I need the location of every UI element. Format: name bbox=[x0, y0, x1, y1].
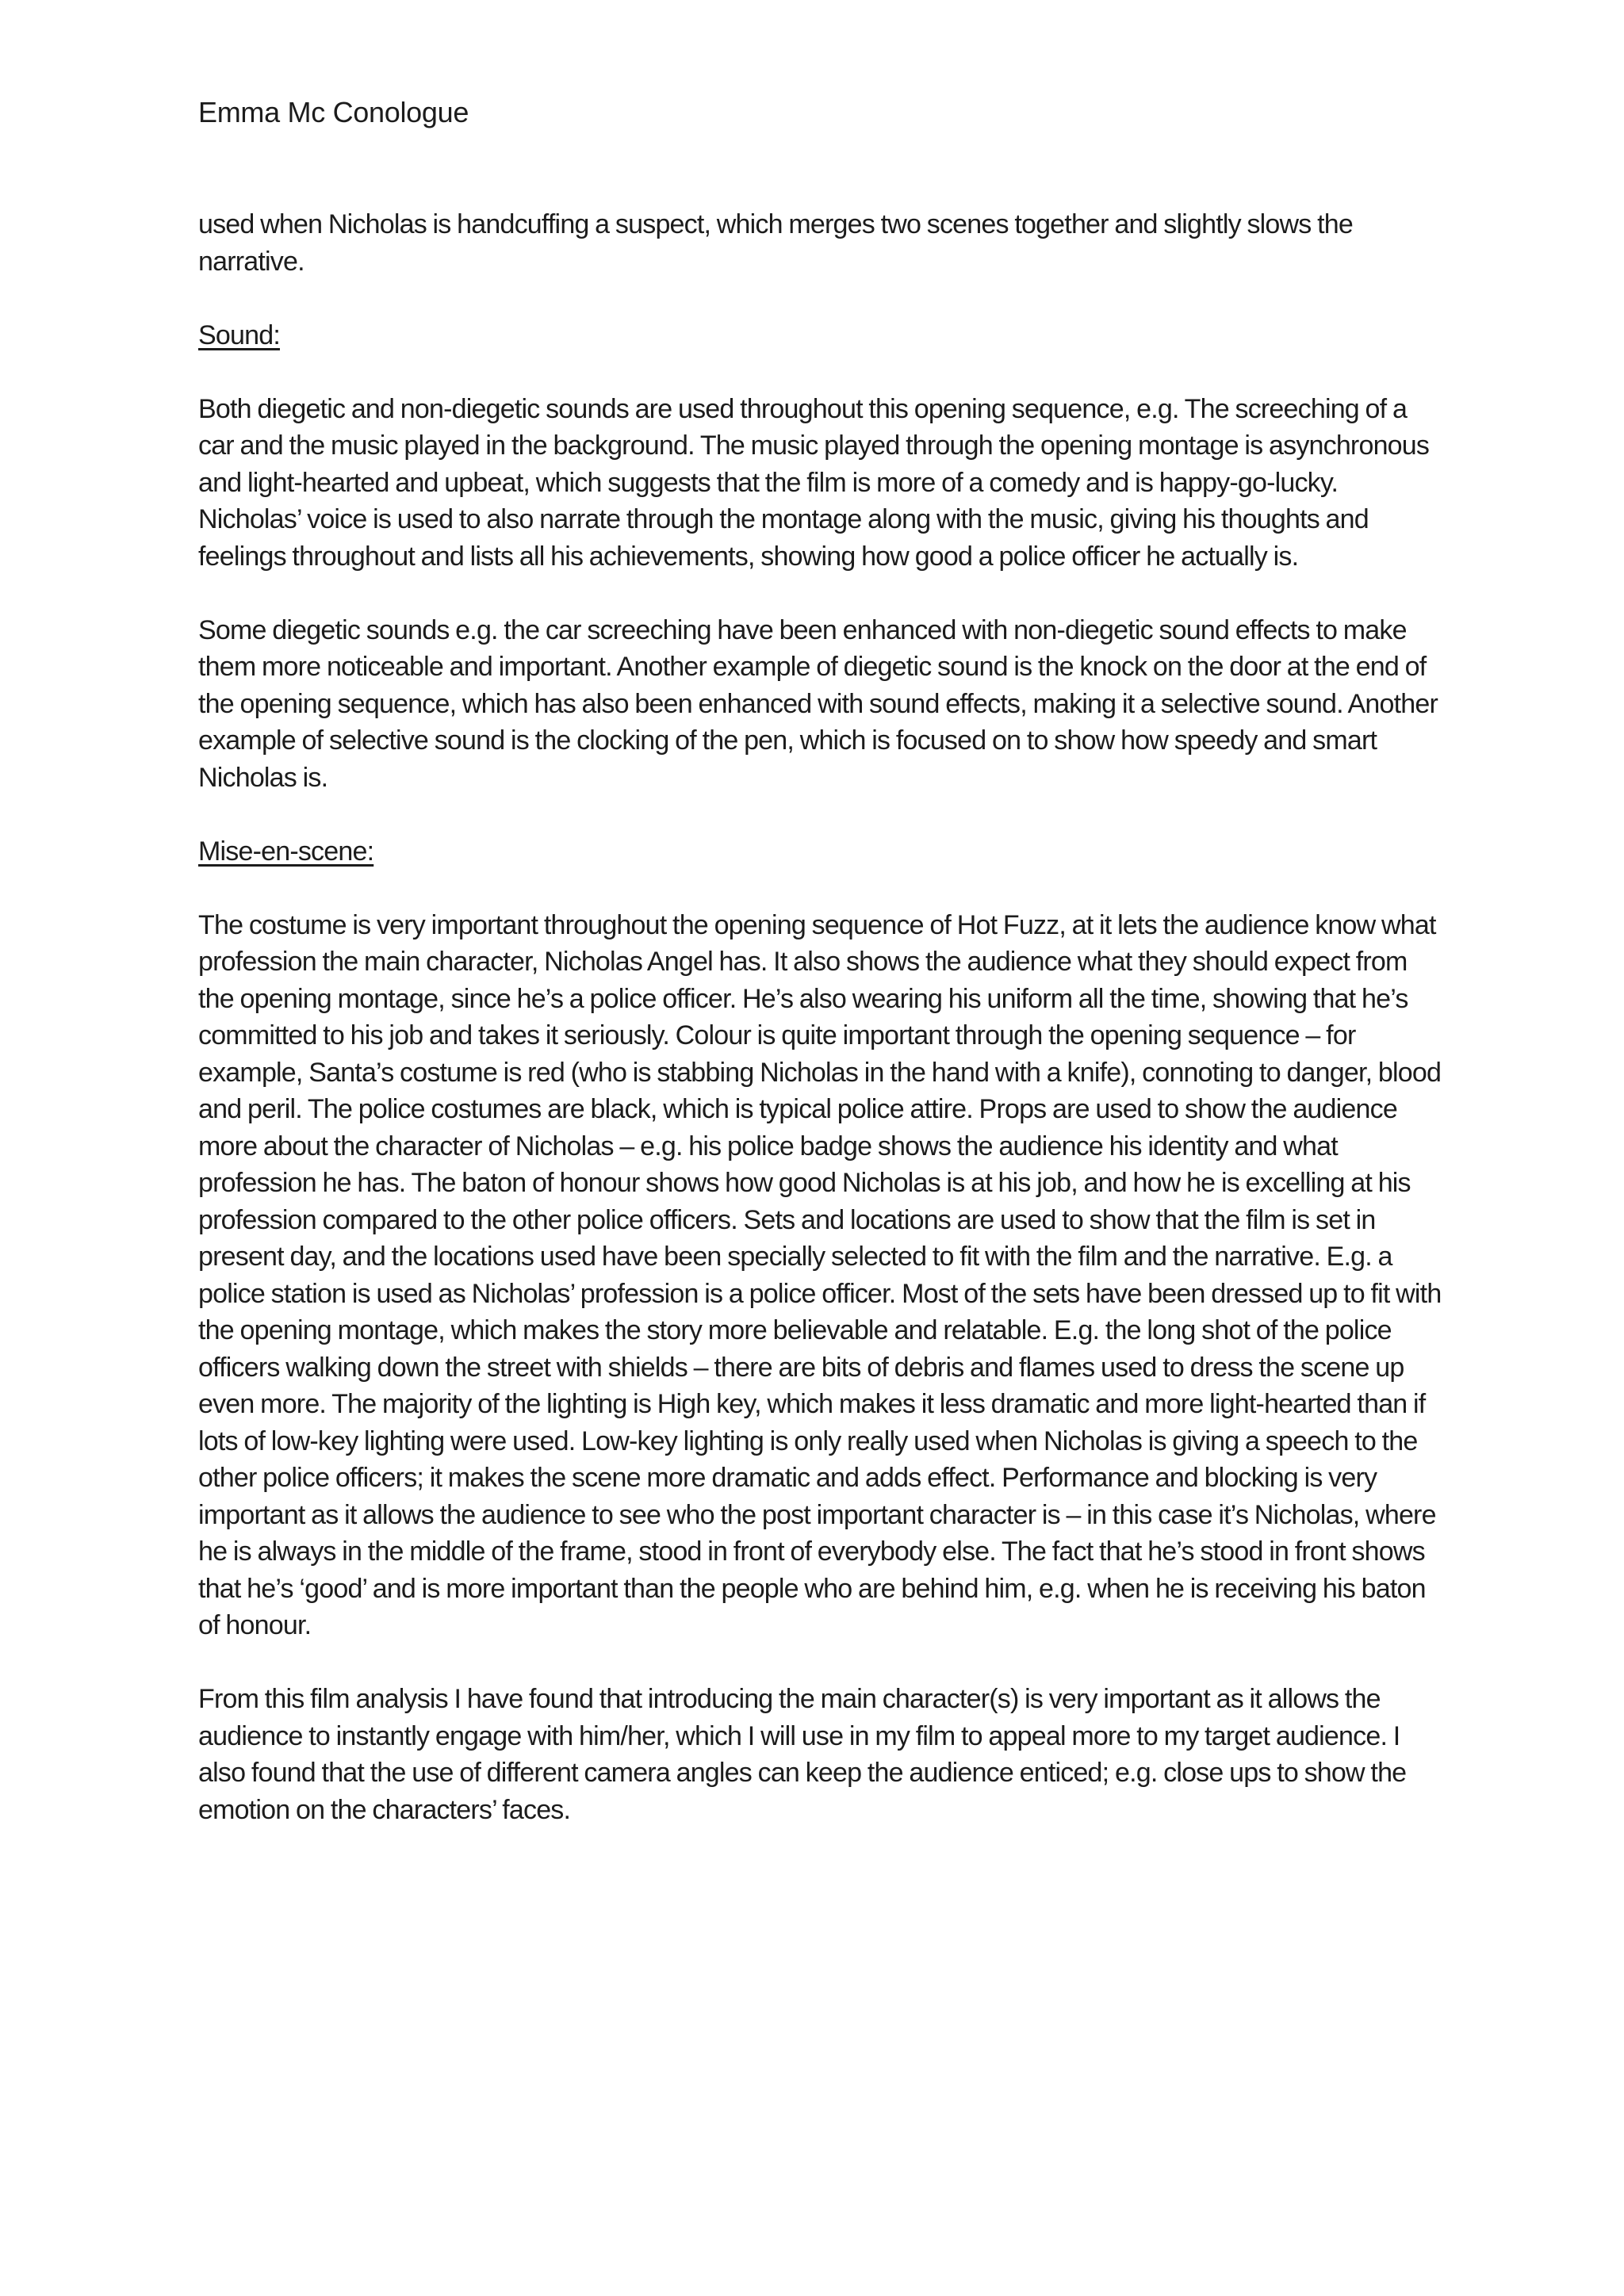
mise-en-scene-paragraph: The costume is very important throughout the opening sequence of Hot Fuzz, at it lets the audience know what profession the main character, Nicholas Angel has. It also shows the audience what they should expect from the opening montage, since he’s a police officer. He’s also wearing his uniform all the time, showing that he’s committed to his job and takes it seriously. Colour is quite important through the opening sequence – for example, Santa’s costume is red (who is stabbing Nicholas in the hand with a knife), connoting to danger, blood and peril. The police costumes are black, which is typical police attire. Props are used to show the audience more about the character of Nicholas – e.g. his police badge shows the audience his identity and what profession he has. The baton of honour shows how good Nicholas is at his job, and how he is excelling at his profession compared to the other police officers. Sets and locations are used to show that the film is set in present day, and the locations used have been specially selected to fit with the film and the narrative. E.g. a police station is used as Nicholas’ profession is a police officer. Most of the sets have been dressed up to fit with the opening montage, which makes the story more believable and relatable. E.g. the long shot of the police officers walking down the street with shields – there are bits of debris and flames used to dress the scene up even more. The majority of the lighting is High key, which makes it less dramatic and more light-hearted than if lots of low-key lighting were used. Low-key lighting is only really used when Nicholas is giving a speech to the other police officers; it makes the scene more dramatic and adds effect. Performance and blocking is very important as it allows the audience to see who the post important character is – in this case it’s Nicholas, where he is always in the middle of the frame, stood in front of everybody else. The fact that he’s stood in front shows that he’s ‘good’ and is more important than the people who are behind him, e.g. when he is receiving his baton of honour. bbox=[198, 909, 1442, 1640]
intro-continuation-paragraph: used when Nicholas is handcuffing a suspect, which merges two scenes together and slightly slows the narrative. bbox=[198, 209, 1354, 277]
sound-heading: Sound: bbox=[198, 320, 280, 350]
document-body bbox=[198, 206, 1443, 1866]
sound-paragraph-2: Some diegetic sounds e.g. the car screeching have been enhanced with non-diegetic sound effects to make them more noticeable and important. Another example of diegetic sound is the knock on the door at the end of the opening sequence, which has also been enhanced with sound effects, making it a selective sound. Another example of selective sound is the clocking of the pen, which is focused on to show how speedy and smart Nicholas is. bbox=[198, 614, 1438, 793]
author-header: Emma Mc Conologue bbox=[198, 96, 469, 128]
mise-en-scene-heading: Mise-en-scene: bbox=[198, 836, 374, 867]
sound-paragraph-1: Both diegetic and non-diegetic sounds are used throughout this opening sequence, e.g. The screeching of a car and the music played in the background. The music played through the opening montage is asynchronous and light-hearted and upbeat, which suggests that the film is more of a comedy and is happy-go-lucky. Nicholas’ voice is used to also narrate through the montage along with the music, giving his thoughts and feelings throughout and lists all his achievements, showing how good a police officer he actually is. bbox=[198, 393, 1430, 572]
conclusion-paragraph: From this film analysis I have found that introducing the main character(s) is very important as it allows the audience to instantly engage with him/her, which I will use in my film to appeal more to my target audience. I also found that the use of different camera angles can keep the audience enticed; e.g. close ups to show the emotion on the characters’ faces. bbox=[198, 1684, 1407, 1825]
